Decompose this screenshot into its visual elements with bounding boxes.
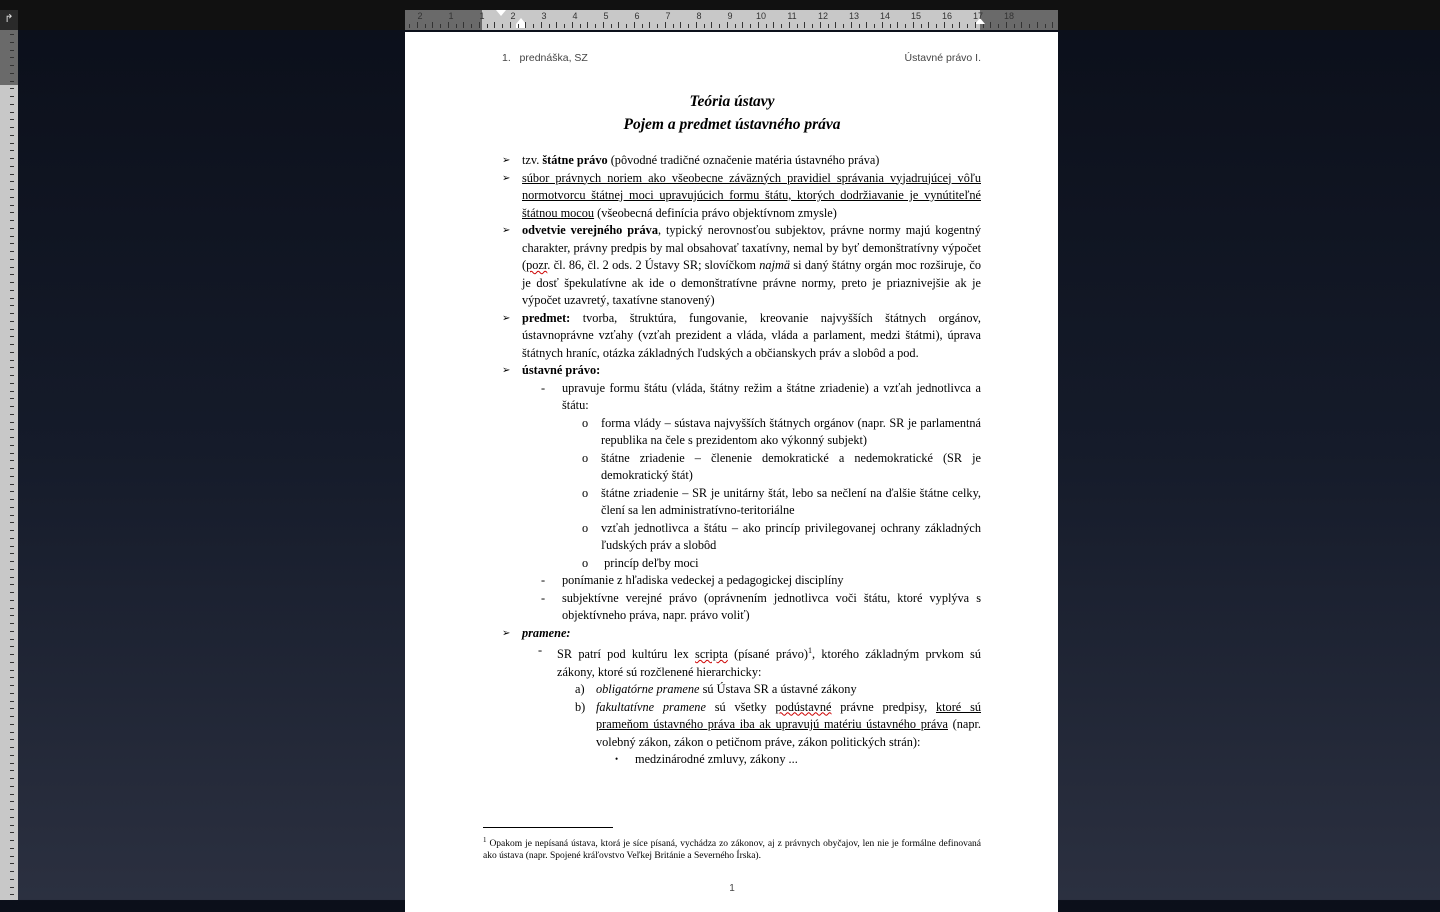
ruler-number: 13 [848, 11, 860, 21]
ruler-tick [735, 24, 736, 28]
ruler-tick [704, 24, 705, 28]
dot-bullet-icon: • [615, 754, 619, 765]
circle-bullet-icon: o [582, 555, 589, 570]
ruler-tick [10, 174, 14, 175]
ruler-tick [10, 96, 14, 97]
ruler-tick [10, 360, 14, 361]
ruler-tick [10, 825, 14, 826]
dash-bullet: - [541, 573, 546, 587]
ruler-tick [10, 81, 14, 82]
document-title: Teória ústavy Pojem a predmet ústavného práva [623, 93, 841, 133]
ruler-tick [10, 352, 14, 353]
ruler-tick [10, 321, 14, 322]
ruler-tick [10, 530, 14, 531]
list-subitem: o forma vlády – sústava najvyšších štátnych orgánov (napr. SR je parlamentná republika na čele s prezidentom ako výkonný subjekt) [582, 415, 981, 447]
ruler-tick [10, 468, 14, 469]
ruler-tick [10, 383, 14, 384]
ruler-tick [456, 24, 457, 28]
circle-bullet-icon: o [582, 415, 589, 430]
list-item: ➢ tzv. štátne právo (pôvodné tradičné označenie matéria ústavného práva) [483, 152, 981, 170]
circle-bullet-icon: o [582, 520, 589, 535]
ruler-tick [603, 22, 604, 28]
ruler-tick [525, 22, 526, 28]
ruler-tick [843, 24, 844, 28]
ruler-tick [10, 662, 14, 663]
ruler-tick [959, 22, 960, 28]
ruler-number: 10 [755, 11, 767, 21]
ruler-tick [10, 236, 14, 237]
ruler-tick [10, 453, 14, 454]
ruler-tick [10, 42, 14, 43]
ruler-tick [711, 22, 712, 28]
list-subitem: - SR patrí pod kultúru lex scripta (písané právo)$^1$, ktorého základným prvkom sú zákony, ktoré sú rozčlenené hierarchicky: [538, 643, 981, 679]
ruler-tick [998, 24, 999, 28]
ruler-tick [10, 329, 14, 330]
ruler-tick [10, 166, 14, 167]
ruler-tick [10, 561, 14, 562]
ruler-tick [425, 24, 426, 28]
ruler-tick [781, 24, 782, 28]
ruler-tick [10, 267, 14, 268]
ruler-tick [10, 856, 14, 857]
ruler-number: 6 [634, 11, 640, 21]
list-item: ➢ odvetvie verejného práva, typický nerovnosťou subjektov, právne normy majú kogentný charakter, právny predpis by mal obsahovať taxatívny, nemal by byť demonštratívny výpočet (pozr. čl. 86, čl. 2 ods. 2 Ústavy SR; slovíčkom najmä si daný štátny orgán moc rozširuje, čo je dosť špekulatívne ak ide o demonštratívne právne normy, preto je priaznivejšie ak je výpočet uzavretý, taxatívne stanovený) [502, 223, 981, 307]
ruler-tick [773, 22, 774, 28]
vertical-ruler[interactable] [0, 30, 18, 900]
ruler-tick [10, 112, 14, 113]
ruler-tick [587, 22, 588, 28]
ruler-tick [10, 414, 14, 415]
ruler-tick [10, 693, 14, 694]
ruler-tick [936, 24, 937, 28]
ruler-number: 2 [510, 11, 516, 21]
ruler-tick [10, 422, 14, 423]
ruler-tick [10, 848, 14, 849]
ruler-tick [10, 290, 14, 291]
ruler-tick [905, 24, 906, 28]
ruler-tick [487, 24, 488, 28]
ruler-tick [10, 817, 14, 818]
ruler-tick [10, 522, 14, 523]
ruler-tick [952, 24, 953, 28]
ruler-tick [502, 24, 503, 28]
arrow-bullet-icon: ➢ [502, 365, 511, 376]
ruler-tick [10, 88, 14, 89]
ruler-tick [696, 22, 697, 28]
ruler-tick [10, 646, 14, 647]
ruler-tick [448, 22, 449, 28]
ruler-tick [618, 22, 619, 28]
ruler-tick [1014, 24, 1015, 28]
ruler-tick [409, 24, 410, 28]
ruler-tick [10, 716, 14, 717]
ruler-tick [882, 22, 883, 28]
ruler-tick [417, 22, 418, 28]
first-line-indent-marker[interactable] [496, 10, 506, 16]
ruler-tick [10, 476, 14, 477]
dash-bullet: - [541, 380, 546, 395]
ruler-tick [556, 22, 557, 28]
ruler-tick [634, 22, 635, 28]
ruler-tick [10, 460, 14, 461]
ruler-tick [471, 24, 472, 28]
list-subitem: o vzťah jednotlivca a štátu – ako princíp privilegovanej ochrany základných ľudských práv a slobôd [582, 520, 981, 552]
ruler-number: 17 [972, 11, 984, 21]
ruler-tick [10, 623, 14, 624]
circle-bullet-icon: o [582, 485, 589, 500]
ruler-number: 8 [696, 11, 702, 21]
ruler-tick [10, 143, 14, 144]
ruler-tick [10, 631, 14, 632]
ruler-tick [580, 24, 581, 28]
ruler-tick [10, 212, 14, 213]
circle-bullet-icon: o [582, 450, 589, 465]
ruler-tick [10, 577, 14, 578]
ruler-tick [688, 24, 689, 28]
ruler-tick [657, 24, 658, 28]
ruler-tick [10, 685, 14, 686]
ruler-tick [835, 22, 836, 28]
ruler-tick [766, 24, 767, 28]
list-subitem: b) fakultatívne pramene sú všetky podústavné právne predpisy, ktoré sú prameňom ústavného práva iba ak upravujú matériu ústavného práva (napr. volebný zákon, zákon o petičnom práve, zákon politických strán): [575, 699, 982, 749]
ruler-tick [10, 739, 14, 740]
ruler-tick [10, 181, 14, 182]
ruler-tick [10, 770, 14, 771]
list-subitem: a) obligatórne pramene sú Ústava SR a ústavné zákony [575, 682, 857, 697]
ruler-tick [921, 24, 922, 28]
ruler-tick [1045, 24, 1046, 28]
ruler-tick [789, 22, 790, 28]
ruler-tick [944, 22, 945, 28]
ruler-tick [10, 724, 14, 725]
ruler-tick [440, 24, 441, 28]
ruler-tick [10, 205, 14, 206]
list-subitem: - subjektívne verejné právo (oprávnením jednotlivca voči štátu, ktoré vyplýva s objektívneho práva, napr. právo voliť) [541, 590, 981, 622]
ruler-tick [10, 367, 14, 368]
ruler-tick [10, 65, 14, 66]
document-body [483, 152, 981, 769]
horizontal-ruler[interactable] [405, 10, 1058, 30]
ruler-tick [851, 22, 852, 28]
ruler-tick [10, 119, 14, 120]
list-subitem: - ponímanie z hľadiska vedeckej a pedagogickej disciplíny [483, 572, 981, 590]
ruler-number: 1 [448, 11, 454, 21]
list-subitem: • medzinárodné zmluvy, zákony ... [483, 751, 981, 769]
arrow-bullet-icon: ➢ [502, 627, 511, 639]
ruler-tick [913, 22, 914, 28]
ruler-tick [10, 34, 14, 35]
ruler-tick [463, 22, 464, 28]
ruler-number: 1 [479, 11, 485, 21]
ruler-tick [10, 437, 14, 438]
ruler-tick [673, 24, 674, 28]
ruler-tick [680, 22, 681, 28]
document-page[interactable]: 1. prednáška, SZ Ústavné právo I. Teória ústavy Pojem a predmet ústavného práva ➢ tzv. štátne právo (pôvodné tradičné označenie matéria ústavného práva) ➢ súbor právnych noriem ako všeobecne záväzných pravidiel správania vyjadrujúcej vôľu normotvorcu štátnej moci upravujúcich formu štátu, ktorých dodržiavanie je vynútiteľné štátnou mocou (všeobecná definícia právo objektívnom zmysle) ➢ odvetvie verejného práva, typický nerovnosťou subjektov, právne normy majú kogentný charakter, právny predpis by mal obsahovať taxatívny, nemal by byť demonštratívny výpočet (pozr. čl. 86, čl. 2 ods. 2 Ústavy SR; slovíčkom najmä si daný štátny orgán moc rozširuje, čo je dosť špekulatívne ak ide o demonštratívne právne normy, preto je priaznivejšie ak je výpočet uzavretý, taxatívne stanovený) ➢ predmet: tvorba, štruktúra, fungovanie, kreovanie najvyšších štátnych orgánov, ústavnoprávne vzťahy (vzťah prezident a vláda, vláda a parlament, medzi štátmi), úprava štátnych hraníc, otázka základných ľudských a občianskych práv a slobôd a pod. ➢ ústavné právo: - upravuje formu štátu (vláda, štátny režim a štátne zriadenie) a vzťah jednotlivca a štátu: o forma vlády – sústava najvyšších štátnych orgánov (napr. SR je parlamentná republika na čele s prezidentom ako výkonný subjekt) o štátne zriadenie – členenie demokratické a nedemokratické (SR je demokratický štát) o štátne zriadenie – SR je unitárny štát, lebo sa nečlení na ďalšie štátne celky, člení sa len administratívno-teritoriálne o vzťah jednotlivca a štátu – ako princíp privilegovanej ochrany základných ľudských práv a slobôd o princíp deľby moci - ponímanie z hľadiska vedeckej a pedagogickej disciplíny - subjektívne verejné právo (oprávnením jednotlivca voči štátu, ktoré vyplýva s objektívneho práva, napr. právo voliť) ➢ pramene: - SR patrí pod kultúru lex scripta (písané právo)$^1$, ktorého základným prvkom sú zákony, ktoré sú rozčlenené hierarchicky: a) obligatórne pramene sú Ústava SR a ústavné zákony b) fakultatívne pramene sú všetky podústavné právne predpisy, ktoré sú prameňom ústavného práva iba ak upravujú matériu ústavného práva (napr. volebný zákon, zákon o petičnom práve, zákon politických strán): • medzinárodné zmluvy, zákony ... $^1$ Opakom je nepísaná ústava, ktorá je síce písaná, vychádza zo zákonov, aj z právnych obyčajov, len nie je formálne definovaná ako ústava (napr. Spojené kráľovstvo Veľkej Británie a Severného Írska). 1 [405, 32, 1058, 912]
list-item: ➢ ústavné právo: [483, 362, 981, 380]
ruler-tick [10, 336, 14, 337]
ruler-tick [890, 24, 891, 28]
ruler-tick [10, 243, 14, 244]
ruler-tick [10, 104, 14, 105]
ruler-tick [10, 778, 14, 779]
ruler-tick [10, 150, 14, 151]
ruler-tick [10, 251, 14, 252]
ruler-tick [797, 24, 798, 28]
ruler-tick [10, 584, 14, 585]
ruler-tick [10, 708, 14, 709]
ruler-tick [742, 22, 743, 28]
ruler-tick [10, 569, 14, 570]
ruler-tick [10, 615, 14, 616]
list-subitem: o štátne zriadenie – členenie demokratické a nedemokratické (SR je demokratický štát) [582, 450, 981, 482]
ruler-tick [983, 24, 984, 28]
ruler-tick [820, 22, 821, 28]
list-item: ➢ predmet: tvorba, štruktúra, fungovanie, kreovanie najvyšších štátnych orgánov, ústavnoprávne vzťahy (vzťah prezident a vláda, vláda a parlament, medzi štátmi), úprava štátnych hraníc, otázka základných ľudských a občianskych práv a slobôd a pod. [502, 310, 981, 360]
ruler-tick [10, 515, 14, 516]
ruler-tick [10, 894, 14, 895]
ruler-tick [10, 274, 14, 275]
ruler-tick [549, 24, 550, 28]
ruler-number: 7 [665, 11, 671, 21]
ruler-tick [10, 887, 14, 888]
ruler-tick [10, 57, 14, 58]
ruler-tick [10, 197, 14, 198]
ruler-tick [10, 484, 14, 485]
ruler-tick [10, 429, 14, 430]
ruler-tick [10, 538, 14, 539]
footnote: $^1$ Opakom je nepísaná ústava, ktorá je síce písaná, vychádza zo zákonov, aj z právnych obyčajov, len nie je formálne definovaná ako ústava (napr. Spojené kráľovstvo Veľkej Británie a Severného Írska). [483, 836, 981, 862]
ruler-number: 9 [727, 11, 733, 21]
ruler-tick [967, 24, 968, 28]
ruler-tick [975, 22, 976, 28]
ruler-tick [10, 491, 14, 492]
ruler-tick [665, 22, 666, 28]
ruler-number: 3 [541, 11, 547, 21]
dash-bullet: - [538, 643, 543, 657]
ruler-tick [10, 592, 14, 593]
ruler-tick [10, 220, 14, 221]
ruler-tick [874, 24, 875, 28]
ruler-tick [611, 24, 612, 28]
ruler-number: 4 [572, 11, 578, 21]
ruler-tick [828, 24, 829, 28]
ruler-number: 11 [787, 11, 797, 21]
arrow-bullet-icon: ➢ [502, 312, 511, 324]
ruler-tick [1037, 22, 1038, 28]
ruler-tick [719, 24, 720, 28]
ruler-tick [1021, 22, 1022, 28]
ruler-tick [10, 344, 14, 345]
ruler-tick [1006, 22, 1007, 28]
ruler-tick [10, 654, 14, 655]
ruler-top-margin [0, 30, 18, 85]
ruler-tick [1029, 24, 1030, 28]
ruler-tick [1052, 22, 1053, 28]
ruler-tick [10, 445, 14, 446]
ruler-tick [990, 22, 991, 28]
ruler-tick [533, 24, 534, 28]
ruler-tick [10, 375, 14, 376]
ruler-tick [642, 24, 643, 28]
ruler-tick [10, 840, 14, 841]
ruler-tick [595, 24, 596, 28]
arrow-bullet-icon: ➢ [502, 225, 511, 236]
ruler-tick [10, 863, 14, 864]
arrow-bullet-icon: ➢ [502, 172, 511, 184]
ruler-tick [928, 22, 929, 28]
ruler-tick [10, 553, 14, 554]
ruler-tick [812, 24, 813, 28]
ruler-tick [10, 282, 14, 283]
ruler-tick [10, 298, 14, 299]
ruler-tick [10, 127, 14, 128]
ruler-number: 18 [1003, 11, 1015, 21]
ruler-tick [432, 22, 433, 28]
ruler-tick [10, 670, 14, 671]
ruler-tick [10, 600, 14, 601]
ruler-tick [10, 801, 14, 802]
arrow-bullet-icon: ➢ [502, 155, 511, 166]
ruler-tick [479, 22, 480, 28]
ruler-tick [758, 22, 759, 28]
ruler-tick [10, 639, 14, 640]
ruler-number: 16 [941, 11, 953, 21]
ruler-number: 14 [879, 11, 891, 21]
ruler-tick [626, 24, 627, 28]
ruler-tick [10, 747, 14, 748]
ruler-tick [10, 398, 14, 399]
list-subitem: o štátne zriadenie – SR je unitárny štát, lebo sa nečlení na ďalšie štátne celky, člení sa len administratívno-teritoriálne [582, 485, 981, 517]
ruler-tick [10, 313, 14, 314]
ruler-tick [727, 22, 728, 28]
ruler-tick [10, 228, 14, 229]
ruler-tick [10, 305, 14, 306]
ruler-number: 5 [603, 11, 609, 21]
list-item: ➢ pramene: [483, 625, 981, 643]
ruler-tick [10, 809, 14, 810]
ruler-tick [10, 871, 14, 872]
list-subitem: o princíp deľby moci [483, 555, 981, 573]
ruler-tick [541, 22, 542, 28]
ruler-tick [10, 608, 14, 609]
dash-bullet: - [541, 590, 546, 605]
ruler-tick [10, 732, 14, 733]
ruler-tick [10, 135, 14, 136]
list-subitem: - upravuje formu štátu (vláda, štátny režim a štátne zriadenie) a vzťah jednotlivca a štátu: [541, 380, 981, 412]
ruler-tick [10, 50, 14, 51]
ruler-tick [804, 22, 805, 28]
ruler-tick [10, 786, 14, 787]
ruler-tick [750, 24, 751, 28]
ruler-tick [10, 701, 14, 702]
ruler-tick [866, 22, 867, 28]
ruler-tick [10, 879, 14, 880]
ruler-tick [10, 391, 14, 392]
ruler-tick [10, 794, 14, 795]
ruler-tick [494, 22, 495, 28]
ruler-tick [649, 22, 650, 28]
ruler-tick [10, 546, 14, 547]
ruler-number: 2 [417, 11, 423, 21]
ruler-tick [10, 677, 14, 678]
footnote-separator [483, 827, 613, 828]
ruler-tick [10, 499, 14, 500]
ruler-tick [859, 24, 860, 28]
ruler-tick [10, 832, 14, 833]
ruler-tick [510, 22, 511, 28]
ruler-tick [518, 24, 519, 28]
ruler-tick [897, 22, 898, 28]
ruler-tick [572, 22, 573, 28]
ruler-tick [564, 24, 565, 28]
ruler-number: 12 [817, 11, 829, 21]
ruler-tick [10, 189, 14, 190]
ruler-number: 15 [910, 11, 922, 21]
tab-stop-selector-icon[interactable]: ↱ [0, 10, 18, 30]
ruler-tick [10, 259, 14, 260]
ruler-tick [10, 507, 14, 508]
ruler-tick [10, 406, 14, 407]
ruler-tick [10, 158, 14, 159]
ruler-tick [10, 73, 14, 74]
page-number: 1 [729, 883, 735, 894]
ruler-tick [10, 755, 14, 756]
list-item: ➢ súbor právnych noriem ako všeobecne záväzných pravidiel správania vyjadrujúcej vôľu normotvorcu štátnej moci upravujúcich formu štátu, ktorých dodržiavanie je vynútiteľné štátnou mocou (všeobecná definícia právo objektívnom zmysle) [502, 170, 981, 220]
ruler-tick [10, 763, 14, 764]
